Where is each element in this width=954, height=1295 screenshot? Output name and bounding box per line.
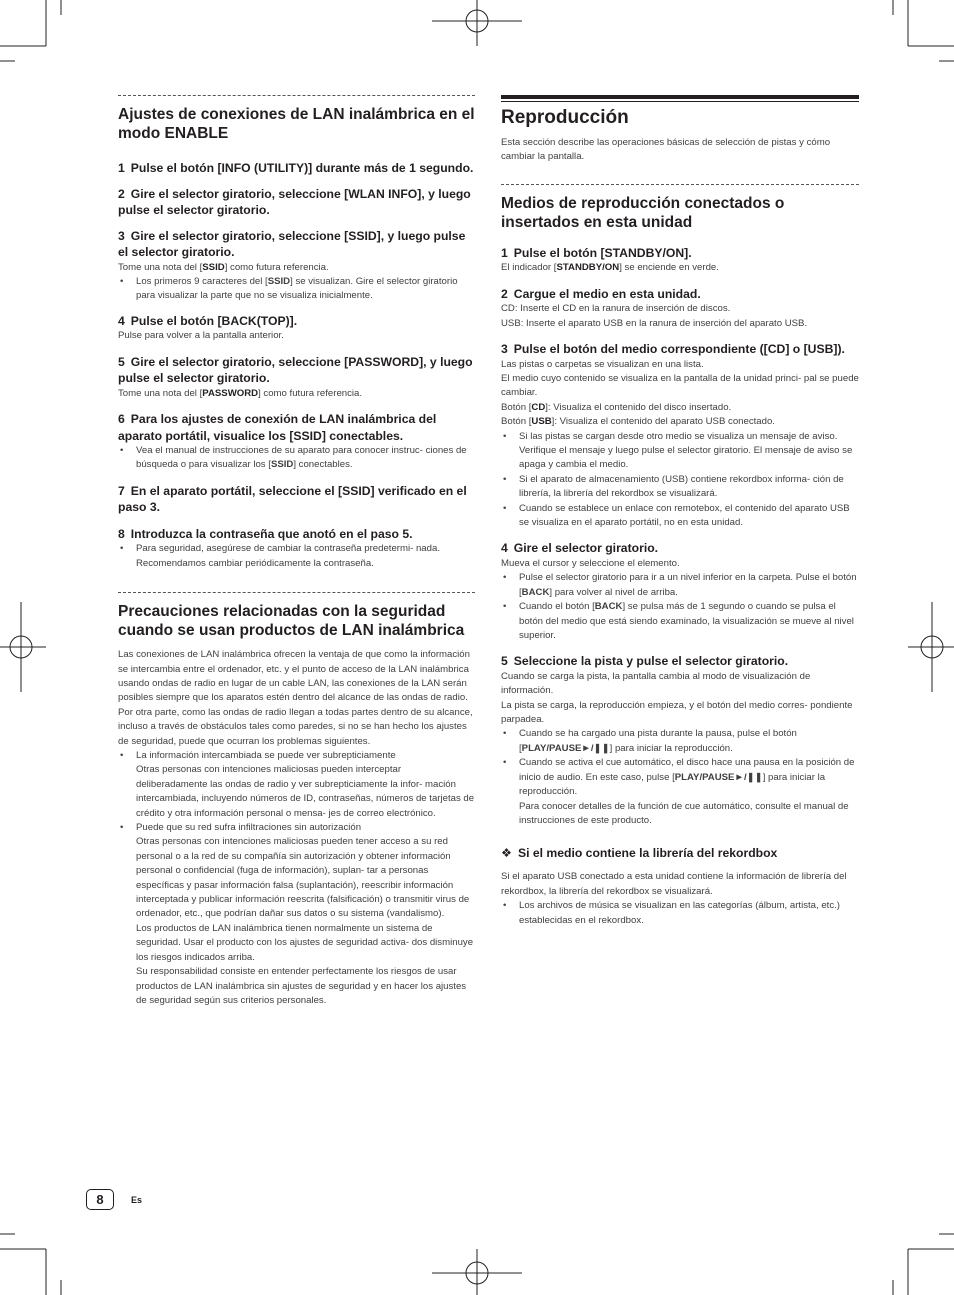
step-4: 4 Pulse el botón [BACK(TOP)]. [118,313,298,328]
security-paragraph-2: Por otra parte, como las ondas de radio llegan a todas partes dentro de su alcance, incluso a través de obstáculos tales como paredes, si no se han hecho los ajustes de seguridad, puede que ocurran los problemas siguientes. [118,706,473,747]
step-8-bullets [118,542,475,571]
page-number-value: 8 [86,1189,114,1210]
step-4-line-1: Mueva el cursor y seleccione el elemento. [501,557,680,569]
step-3-line-3: Botón [CD]: Visualiza el contenido del disco insertado. [501,401,732,413]
step-3: 3 Gire el selector giratorio, seleccione [SSID], y luego pulse el selector giratorio. [118,228,466,259]
section-divider [501,184,859,185]
step-3-line-2: El medio cuyo contenido se visualiza en la pantalla de la unidad princi- pal se puede cambiar. [501,372,859,399]
step-6: 6 Para los ajustes de conexión de LAN inalámbrica del aparato portátil, visualice los [SSID] conectables. [118,412,437,443]
section-title-wlan-enable: Ajustes de conexiones de LAN inalámbrica en el modo ENABLE [118,106,475,142]
bullet-body: Su responsabilidad consiste en entender perfectamente los riesgos de usar productos de LAN inalámbrica sin ajustes de seguridad y en hacer los ajustes de seguridad según sus criterios personales. [136,966,467,1006]
diamond-bullet-icon: ❖ [501,846,512,861]
section-divider [118,592,475,593]
section-title-media: Medios de reproducción conectados o insertados en esta unidad [501,194,785,231]
step-3-line-1: Las pistas o carpetas se visualizan en una lista. [501,358,704,370]
title-rule-thin [501,101,859,102]
rekordbox-paragraph: Si el aparato USB conectado a esta unidad contiene la información de librería del rekordbox, la librería del rekordbox se visualizará. [501,871,847,897]
list-item: • Los archivos de música se visualizan en las categorías (álbum, artista, etc.) establecidas en el rekordbox. [501,899,859,928]
step-3-bullets [501,430,859,531]
bullet-body: Otras personas con intenciones maliciosas pueden tener acceso a su red personal o a la red de su compañía sin autorización y obtener información personal o confidencial (fuga de información), suplan- tar a personas específicas y pasar información falsa (suplantación), reescribir información interceptada y publicar información reescrita (falsificación) o transmitir virus de ordenador, etc., que podrían dañar sus datos o su sistema (vandalismo). [136,836,470,920]
right-column [501,95,859,928]
step-7: 7 En el aparato portátil, seleccione el [SSID] verificado en el paso 3. [118,483,467,515]
step-1-note: El indicador [STANDBY/ON] se enciende en verde. [501,262,719,274]
security-paragraph-1: Las conexiones de LAN inalámbrica ofrecen la ventaja de que como la información se intercambia entre el ordenador, etc. y el punto de acceso de la LAN inalámbrica usando ondas de radio en lugar de un cable LAN, las conexiones de la LAN serán posibles siempre que los aparatos estén dentro del alcance de las ondas de radio. [118,649,470,704]
step-5-note: Tome una nota del [PASSWORD] como futura referencia. [118,387,363,399]
bullet-body: Para conocer detalles de la función de cue automático, consulte el manual de instrucciones de este producto. [519,800,849,826]
title-rule [501,95,859,99]
bullet-body: Los productos de LAN inalámbrica tienen normalmente un sistema de seguridad. Usar el producto con los ajustes de seguridad activa- dos disminuye los riesgos indicados arriba. [136,922,474,963]
rekordbox-bullets [501,899,859,928]
list-item: • Cuando se establece un enlace con remotebox, el contenido del aparato USB se visualiza en el aparato portátil, no en esta unidad. [501,502,859,531]
bullet-heading: • Puede que su red sufra infiltraciones sin autorización [136,822,362,834]
subsection-title-rekordbox: ❖ Si el medio contiene la librería del rekordbox [501,846,778,861]
step-2: 2 Cargue el medio en esta unidad. [501,286,701,301]
step-5-line-2: La pista se carga, la reproducción empieza, y el botón del medio corres- pondiente parpadea. [501,699,853,726]
page-title: Reproducción [501,107,629,128]
list-item: • Vea el manual de instrucciones de su aparato para conocer instruc- ciones de búsqueda o para visualizar los [SSID] conectables. [118,444,475,473]
step-6-bullets [118,444,475,473]
list-item: • Los primeros 9 caracteres del [SSID] se visualizan. Gire el selector giratorio para visualizar la parte que no se visualiza inicialmente. [118,275,475,304]
step-1: 1 Pulse el botón [STANDBY/ON]. [501,245,692,260]
step-4: 4 Gire el selector giratorio. [501,541,659,556]
step-3-note: Tome una nota del [SSID] como futura referencia. [118,261,329,273]
step-2: 2 Gire el selector giratorio, seleccione [WLAN INFO], y luego pulse el selector giratorio. [118,186,471,217]
step-4-bullets [501,571,859,643]
section-divider [118,95,475,96]
list-item: • Si el aparato de almacenamiento (USB) contiene rekordbox informa- ción de librería, la librería del rekordbox se visualizará. [501,473,859,502]
step-3: 3 Pulse el botón del medio correspondiente ([CD] o [USB]). [501,342,845,357]
step-5: 5 Gire el selector giratorio, seleccione [PASSWORD], y luego pulse el selector giratorio. [118,354,473,386]
language-code: Es [131,1195,143,1205]
bullet-heading: • La información intercambiada se puede ver subrepticiamente [136,750,396,761]
list-item: • Si las pistas se cargan desde otro medio se visualiza un mensaje de aviso. Verifique el mensaje y luego pulse el selector giratorio. El mensaje de aviso se apaga y cambia el medio. [501,430,859,473]
list-item: • Pulse el selector giratorio para ir a un nivel inferior en la carpeta. Pulse el botón [BACK] para volver al nivel de arriba. [501,571,859,600]
step-2-line-2: USB: Inserte el aparato USB en la ranura de inserción del aparato USB. [501,317,808,329]
list-item: • Cuando el botón [BACK] se pulsa más de 1 segundo o cuando se pulsa el botón del medio que está siendo examinado, la visualización se mueve al nivel superior. [501,600,859,643]
list-item [118,749,475,821]
left-column [118,95,475,1008]
step-2-line-1: CD: Inserte el CD en la ranura de inserción de discos. [501,303,731,315]
list-item: • Cuando se activa el cue automático, el disco hace una pausa en la posición de inicio de audio. En este caso, pulse [PLAY/PAUSE►/❚❚] para iniciar la reproducción. Para conocer detalles de la función de cue automático, consulte el manual de instrucciones de este producto. [501,756,859,828]
step-5: 5 Seleccione la pista y pulse el selector giratorio. [501,654,789,669]
step-5-line-1: Cuando se carga la pista, la pantalla cambia al modo de visualización de información. [501,670,811,697]
step-1: 1 Pulse el botón [INFO (UTILITY)] durante más de 1 segundo. [118,161,474,175]
list-item [118,821,475,1008]
list-item: • Para seguridad, asegúrese de cambiar la contraseña predetermi- nada. Recomendamos cambiar periódicamente la contraseña. [118,542,475,571]
step-8: 8 Introduzca la contraseña que anotó en el paso 5. [118,526,413,541]
step-3-bullets [118,275,475,304]
page-number [86,1189,116,1209]
section-title-security: Precauciones relacionadas con la seguridad cuando se usan productos de LAN inalámbrica [118,603,465,640]
step-4-note: Pulse para volver a la pantalla anterior. [118,330,284,342]
security-bullets [118,749,475,1008]
bullet-body: Otras personas con intenciones maliciosas pueden interceptar deliberadamente las ondas de radio y ver subrepticiamente la infor- mación intercambiada, incluyendo números de ID, contraseñas, números de tarjetas de crédito y otra información personal o mensa- jes de correo electrónico. [136,764,475,819]
intro-paragraph: Esta sección describe las operaciones básicas de selección de pistas y cómo cambiar la pantalla. [501,137,831,163]
list-item: • Cuando se ha cargado una pista durante la pausa, pulse el botón [PLAY/PAUSE►/❚❚] para iniciar la reproducción. [501,727,859,756]
step-3-line-4: Botón [USB]: Visualiza el contenido del aparato USB conectado. [501,416,775,428]
step-5-bullets [501,727,859,828]
